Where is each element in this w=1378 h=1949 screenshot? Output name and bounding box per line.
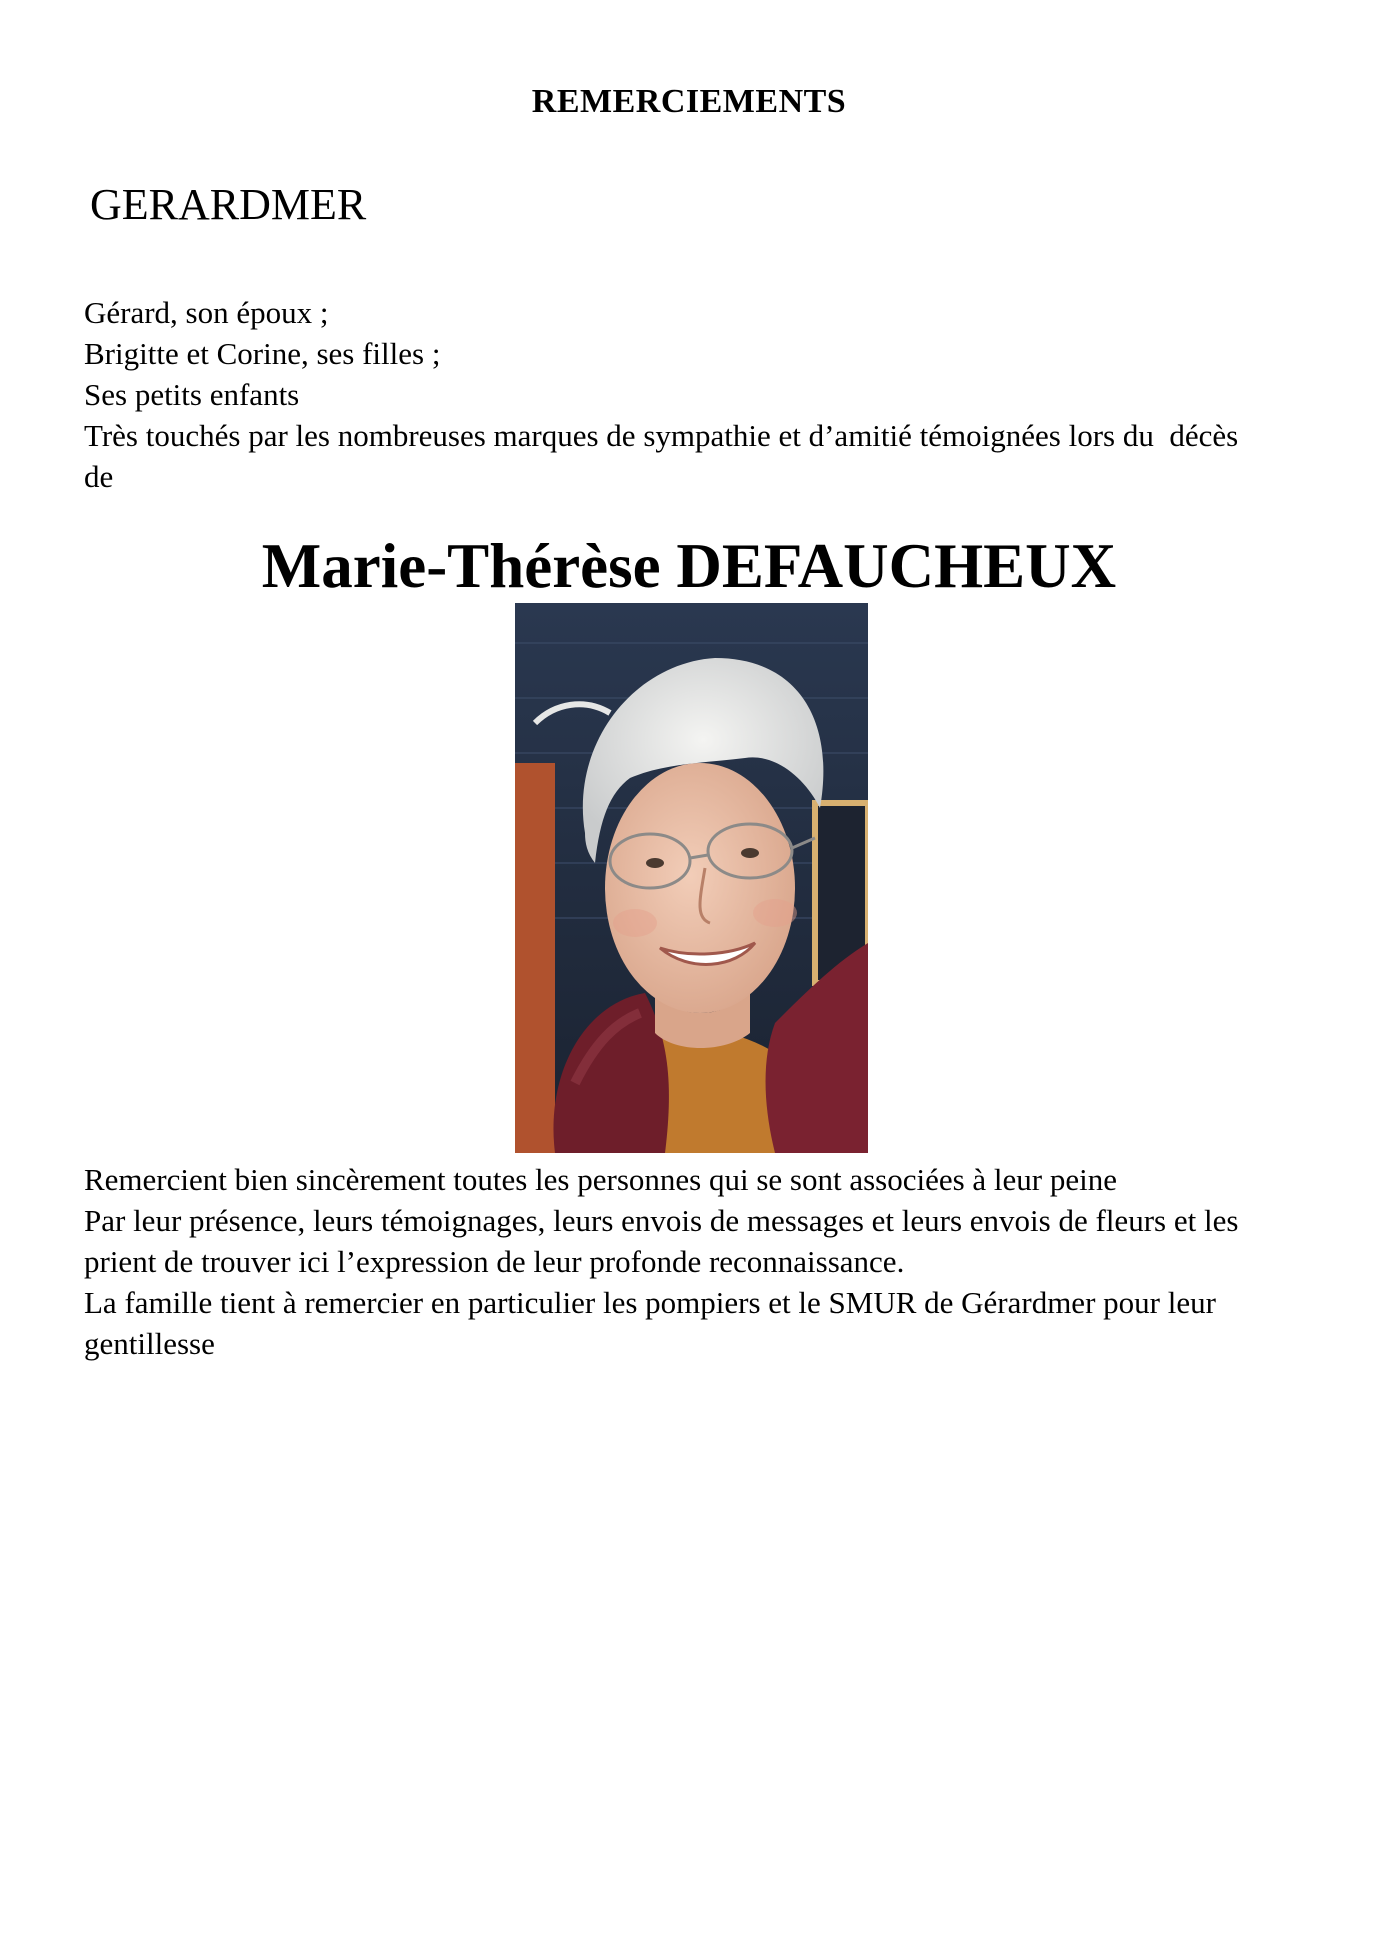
page-title: REMERCIEMENTS [531,83,847,120]
outro-line-3: prient de trouver ici l’expression de leur profonde reconnaissance. [84,1244,905,1279]
deceased-name: Marie-Thérèse DEFAUCHEUX [261,531,1117,601]
outro-paragraph [84,1159,1314,1364]
intro-line-de: de [84,459,114,494]
portrait-photo-icon [515,603,868,1153]
intro-line-grandchildren: Ses petits enfants [84,377,300,412]
intro-line-spouse: Gérard, son époux ; [84,295,329,330]
outro-line-2: Par leur présence, leurs témoignages, leurs envois de messages et leurs envois de fleurs et les [84,1203,1239,1238]
intro-line-daughters: Brigitte et Corine, ses filles ; [84,336,441,371]
outro-line-5: gentillesse [84,1326,215,1361]
location-heading: GERARDMER [90,180,367,229]
portrait-photo [515,603,868,1153]
outro-line-1: Remercient bien sincèrement toutes les personnes qui se sont associées à leur peine [84,1162,1118,1197]
outro-line-4: La famille tient à remercier en particulier les pompiers et le SMUR de Gérardmer pour leur [84,1285,1216,1320]
intro-paragraph [84,292,1314,497]
intro-line-thanks: Très touchés par les nombreuses marques de sympathie et d’amitié témoignées lors du décès [84,418,1239,453]
